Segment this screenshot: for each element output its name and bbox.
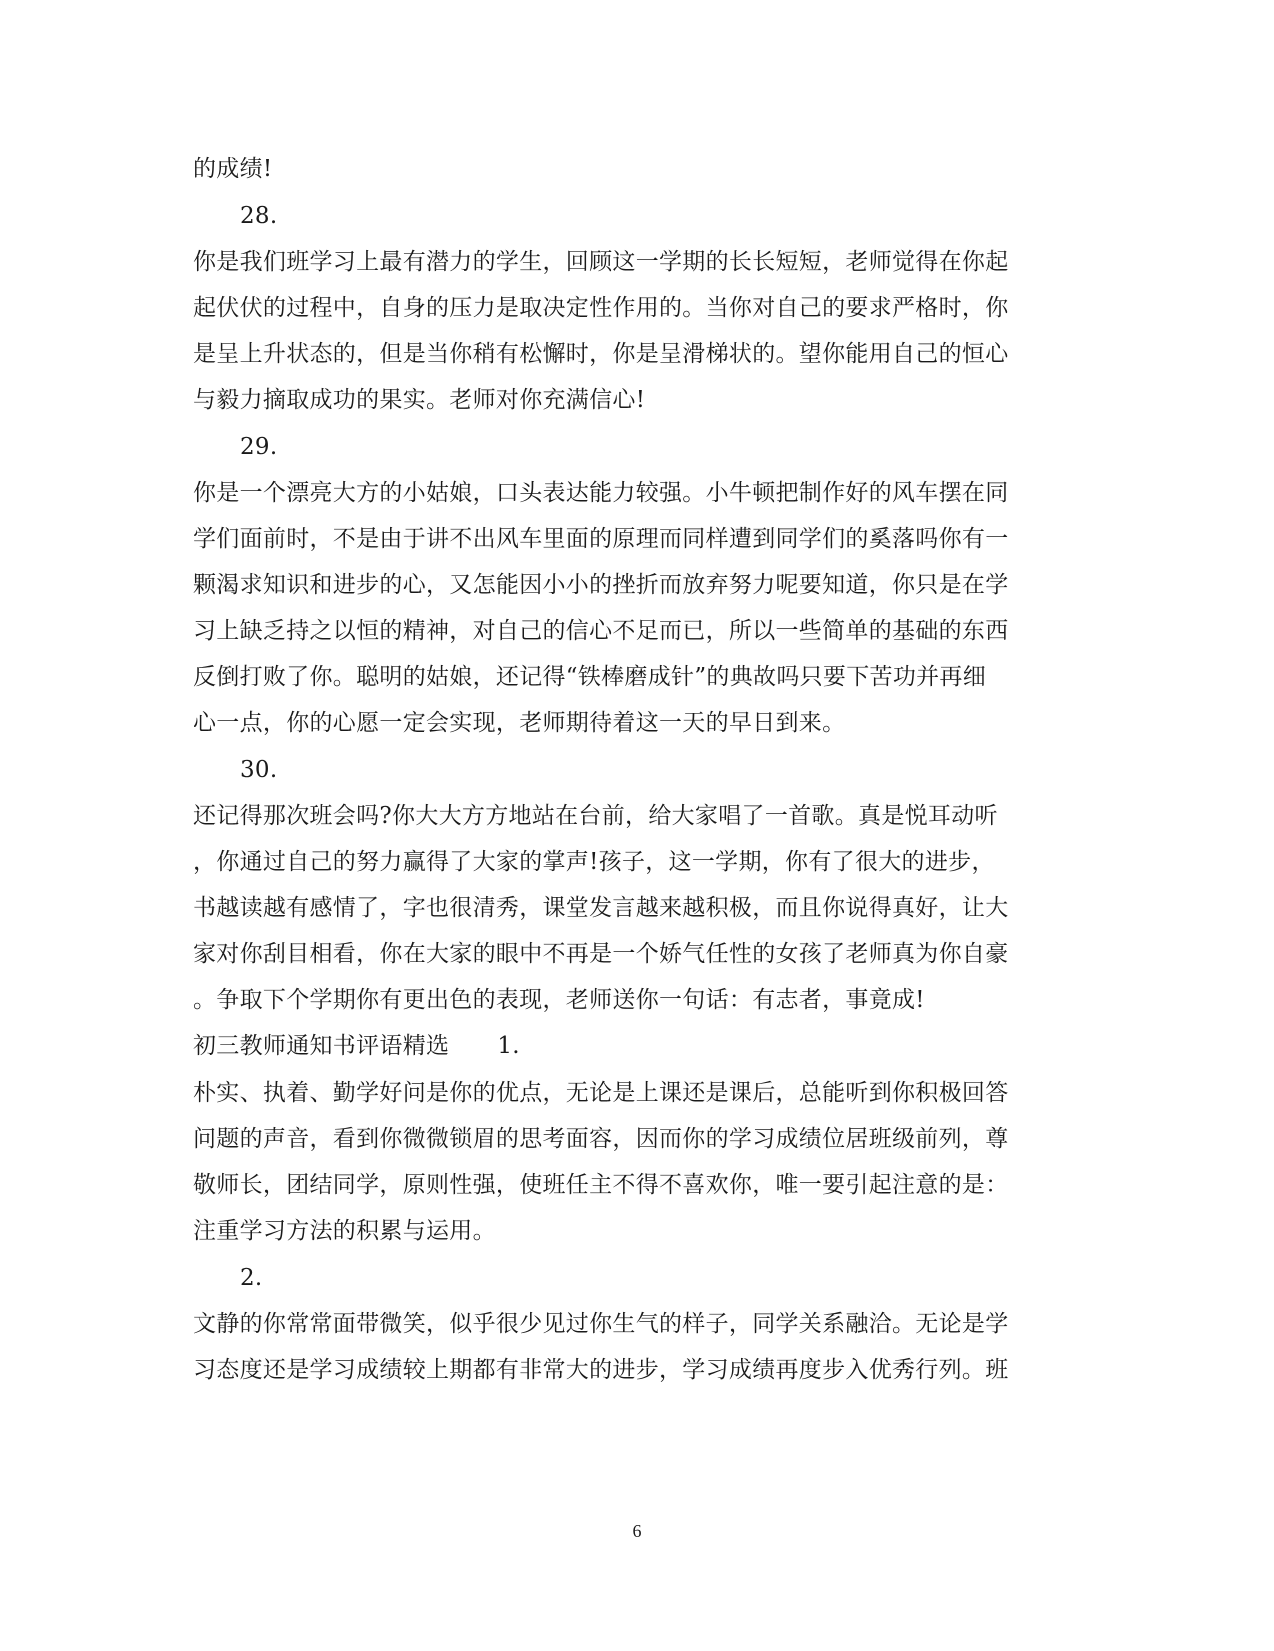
text-line: 家对你刮目相看，你在大家的眼中不再是一个娇气任性的女孩了老师真为你自豪 <box>193 941 1009 967</box>
text-line: 书越读越有感情了，字也很清秀，课堂发言越来越积极，而且你说得真好，让大 <box>193 895 1009 921</box>
text-line: 还记得那次班会吗?你大大方方地站在台前，给大家唱了一首歌。真是悦耳动听 <box>193 803 998 829</box>
text-line: 反倒打败了你。聪明的姑娘，还记得“铁棒磨成针”的典故吗只要下苦功并再细 <box>193 664 987 690</box>
text-line: 朴实、执着、勤学好问是你的优点，无论是上课还是课后，总能听到你积极回答 <box>193 1080 1009 1106</box>
text-line: 你是我们班学习上最有潜力的学生，回顾这一学期的长长短短，老师觉得在你起 <box>193 249 1009 275</box>
text-line: 问题的声音，看到你微微锁眉的思考面容，因而你的学习成绩位居班级前列，尊 <box>193 1126 1009 1152</box>
page-number: 6 <box>632 1521 642 1541</box>
text-line: 习上缺乏持之以恒的精神，对自己的信心不足而已，所以一些简单的基础的东西 <box>193 618 1009 644</box>
text-line: 颗渴求知识和进步的心，又怎能因小小的挫折而放弃努力呢要知道，你只是在学 <box>193 572 1009 598</box>
section-heading-line <box>193 1031 520 1061</box>
text-line: 的成绩! <box>193 156 273 182</box>
text-line: 习态度还是学习成绩较上期都有非常大的进步，学习成绩再度步入优秀行列。班 <box>193 1357 1009 1383</box>
text-line: 与毅力摘取成功的果实。老师对你充满信心! <box>193 387 646 413</box>
text-line: 起伏伏的过程中，自身的压力是取决定性作用的。当你对自己的要求严格时，你 <box>193 295 1009 321</box>
text-line: 心一点，你的心愿一定会实现，老师期待着这一天的早日到来。 <box>193 710 846 736</box>
item-number: 29. <box>240 434 278 460</box>
text-line: 敬师长，团结同学，原则性强，使班任主不得不喜欢你，唯一要引起注意的是： <box>193 1172 1009 1198</box>
text-line: 文静的你常常面带微笑，似乎很少见过你生气的样子，同学关系融洽。无论是学 <box>193 1311 1009 1337</box>
section-heading: 初三教师通知书评语精选 <box>193 1033 450 1059</box>
item-number: 1. <box>497 1033 520 1059</box>
text-line: 你是一个漂亮大方的小姑娘，口头表达能力较强。小牛顿把制作好的风车摆在同 <box>193 480 1009 506</box>
text-line: 学们面前时，不是由于讲不出风车里面的原理而同样遭到同学们的奚落吗你有一 <box>193 526 1009 552</box>
text-line: 是呈上升状态的，但是当你稍有松懈时，你是呈滑梯状的。望你能用自己的恒心 <box>193 341 1009 367</box>
text-line: ，你通过自己的努力赢得了大家的掌声!孩子，这一学期，你有了很大的进步， <box>193 849 995 875</box>
text-line: 。争取下个学期你有更出色的表现，老师送你一句话：有志者，事竟成! <box>193 987 925 1013</box>
text-line: 注重学习方法的积累与运用。 <box>193 1218 496 1244</box>
item-number: 28. <box>240 203 278 229</box>
item-number: 2. <box>240 1265 263 1291</box>
item-number: 30. <box>240 757 278 783</box>
